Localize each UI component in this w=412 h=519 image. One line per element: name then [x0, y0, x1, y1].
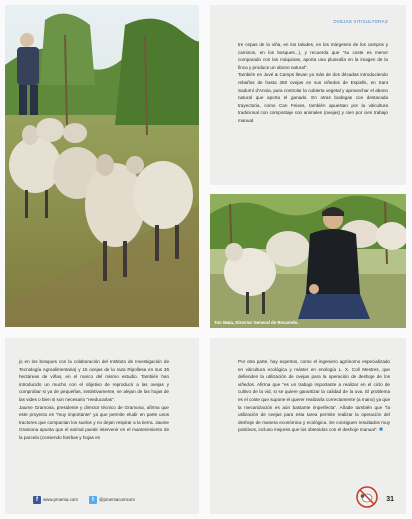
- director-with-sheep-photo: [210, 194, 406, 328]
- page-number: 31: [386, 496, 394, 503]
- no-sheep-seal-icon: [356, 486, 378, 508]
- bottom-left-text-panel: [5, 338, 199, 514]
- bottom-left-article-text: [19, 358, 169, 442]
- paragraph: jo en los bosques con la colaboración del Instituto de Investigación de Tecnología Agroalimentaria) y 15 ovejas de la raza Ripollesa en sus 36 hectáreas de viñas, en el marco del mismo estudio. También han introducido un mucho con el objetivo de reproducir a las ovejas y comprobar si ya de pequeñas, instintivamente, se alejan de las hojas de las vides o bien si son necesario "reeducarlas".: [19, 359, 169, 402]
- paragraph: También en Juvé & Camps llevan ya más de dos décadas introduciendo rebaños de hasta 350 ovejas en sus viñedos de Espiells, en Sant Sadurní d'Anoia, para controlar la cubierta vegetal y aprovechar el abono natural que aporta el ganado. En otras bodegas con destacada trayectoria, como Can Feixes, también apuestan por la viticultura tradicional con compostaje con animales (ovejas) y cien por cien trabajo manual.: [238, 72, 388, 123]
- twitter-icon: t: [89, 496, 97, 504]
- section-tag: OVEJAS VITICULTORAS: [333, 19, 388, 24]
- paragraph: tre cepas de la viña, en los taludes, en los márgenes de los campos y caminos, en los bosques...), y recuerda que "su coste es menor comparado con las máquinas, aporta una plusvalía en la imagen de la finca y produce un abono natural".: [238, 42, 388, 70]
- bottom-right-article-text: [238, 358, 390, 435]
- end-of-article-marker: ■: [379, 427, 383, 434]
- top-right-text-panel: [210, 5, 406, 185]
- paragraph: Jaume Gramona, presidente y director técnico de Gramona, afirma que este proyecto es "muy importante" ya que permite eludir en parte unos tractores que compactan los suelos y no dejan respirar a la tierra. Jaume Gramona apunta que el animal puede intervenir en el mantenimiento de la parcela (comiendo hierbas y hojas en: [19, 404, 169, 440]
- facebook-label: www.proema.com: [43, 497, 78, 503]
- facebook-icon: f: [33, 496, 41, 504]
- sheep-vineyard-photo: [5, 5, 199, 327]
- top-right-article-text: [238, 41, 388, 125]
- paragraph: Por otra parte, hay expertos, como el ingeniero agrónomo especializado en viticultura ecológica y máster en enología L. X. Coll Mestres, que defienden la utilización de ovejas para la operación de deshoje de los viñedos. Afirma que "es un trabajo importante a realizar en el ciclo de cultivo de la vid, si se quiere garantizar la calidad de la uva. El problema es el coste que supone el querer realizarla correctamente (a mano) ya que la mecanización es aún bastante imperfecta". Añade también que "la utilización de ovejas para esta tarea permite realizar la operación del deshoje de manera económica y ecológica. Se consiguen resultados muy positivos, incluso mejores que los obtenidos con el deshoje manual". ■: [238, 359, 390, 434]
- twitter-label: @proemacomcom: [99, 497, 135, 503]
- bottom-right-text-panel: [210, 338, 406, 514]
- photo-caption: Ton Mata, Director General de Recaredo.: [214, 320, 299, 325]
- twitter-link[interactable]: [89, 496, 135, 504]
- facebook-link[interactable]: [33, 496, 78, 504]
